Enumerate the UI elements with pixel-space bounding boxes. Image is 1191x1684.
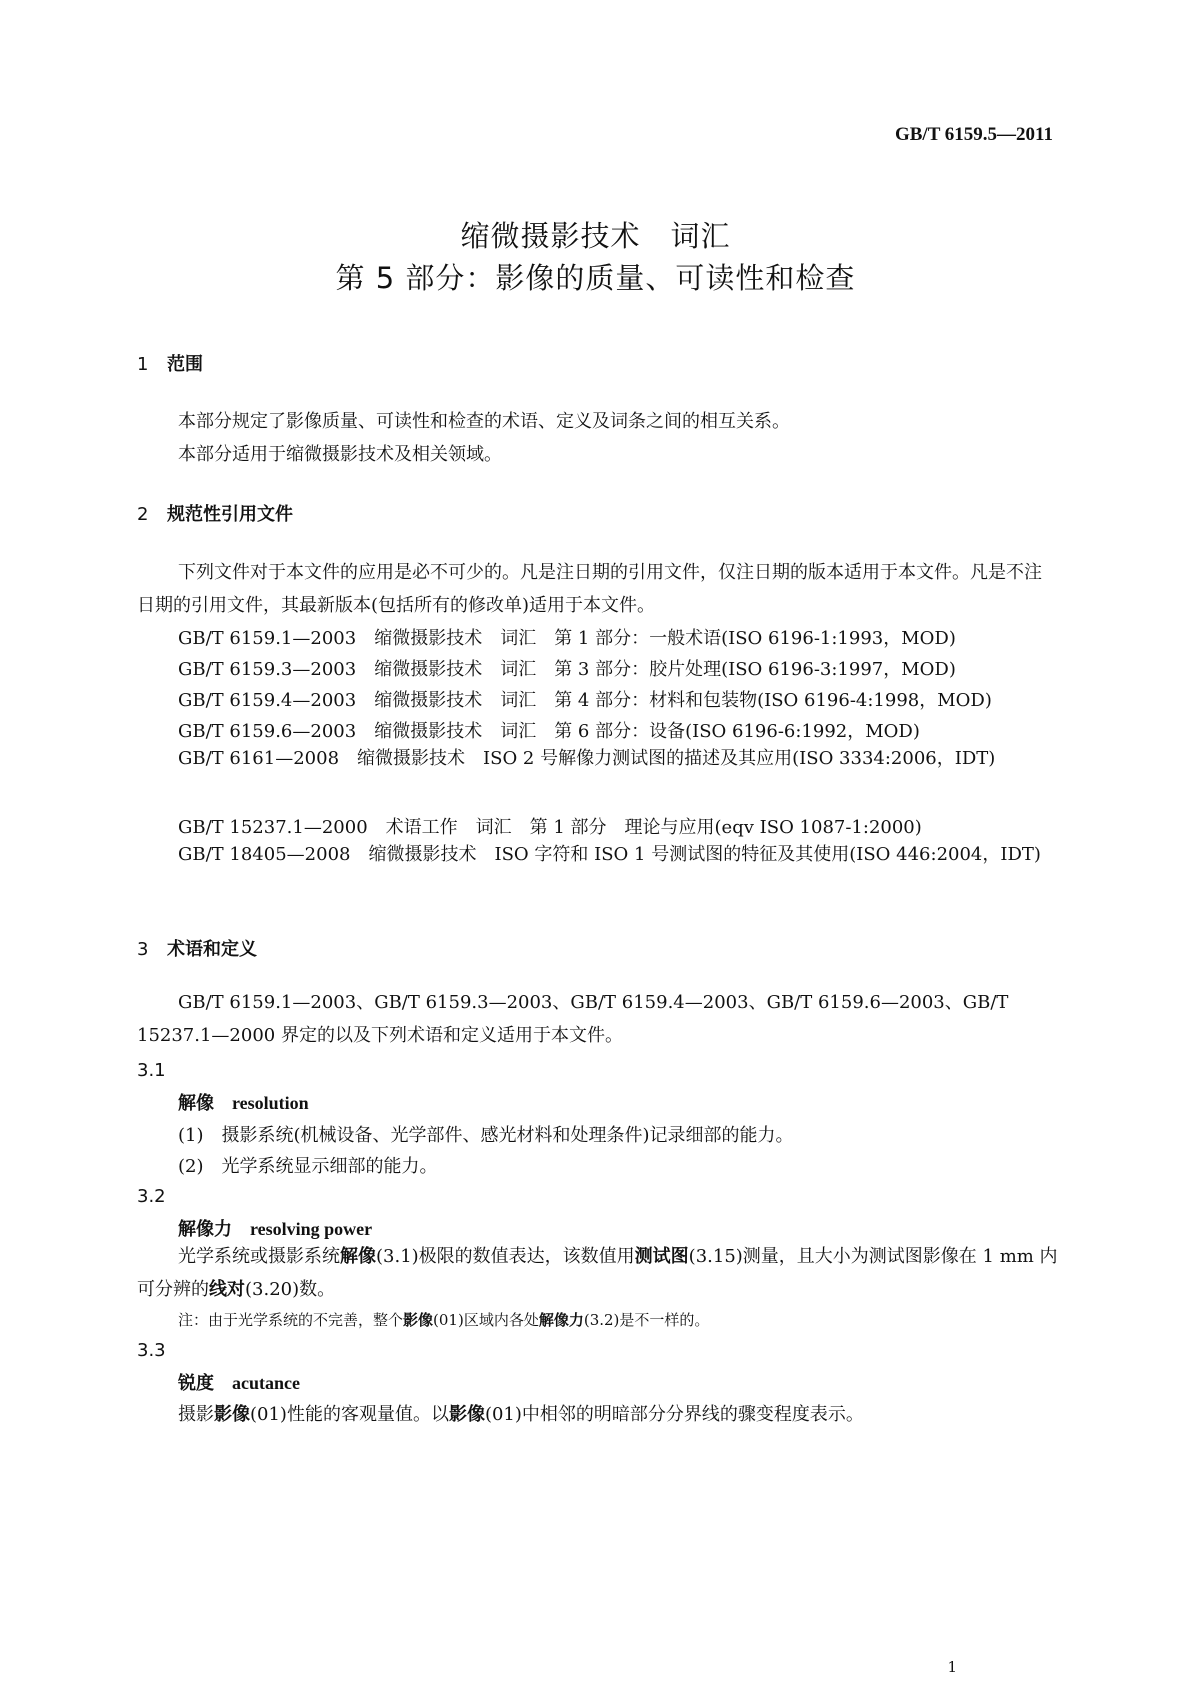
term-definition: [178, 1400, 864, 1426]
reference-item: GB/T 18405—2008 缩微摄影技术 ISO 字符和 ISO 1 号测试图的特征及其使用(ISO 446:2004，IDT): [178, 844, 1041, 865]
def-text: (3.15)测量，且大小为测试图影像在 1 mm 内可分辨的: [137, 1246, 1058, 1300]
def-text: 摄影: [178, 1404, 214, 1425]
note-term-ref: 影像: [403, 1311, 434, 1329]
term-heading: [178, 1369, 300, 1395]
term-number: 3.1: [137, 1060, 166, 1081]
reference-item: GB/T 6161—2008 缩微摄影技术 ISO 2 号解像力测试图的描述及其应用(ISO 3334:2006，IDT): [178, 748, 996, 769]
term-heading: [178, 1089, 309, 1115]
references-intro: 下列文件对于本文件的应用是必不可少的。凡是注日期的引用文件，仅注日期的版本适用于本文件。凡是不注日期的引用文件，其最新版本(包括所有的修改单)适用于本文件。: [137, 562, 1042, 616]
term-number: 3.3: [137, 1340, 166, 1361]
def-term-ref: 线对: [209, 1279, 245, 1300]
reference-item: GB/T 6159.4—2003 缩微摄影技术 词汇 第 4 部分：材料和包装物(ISO 6196-4:1998，MOD): [178, 690, 992, 711]
def-text: (3.1)极限的数值表达，该数值用: [376, 1246, 635, 1267]
def-text: 光学系统或摄影系统: [178, 1246, 340, 1267]
document-title-line2: 第 5 部分：影像的质量、可读性和检查: [335, 261, 856, 295]
reference-item: GB/T 6159.3—2003 缩微摄影技术 词汇 第 3 部分：胶片处理(ISO 6196-3:1997，MOD): [178, 659, 956, 680]
def-text: (3.20)数。: [245, 1279, 336, 1300]
term-en: resolution: [232, 1093, 309, 1113]
section-heading-references: [137, 500, 293, 526]
section-number: 1: [137, 354, 149, 375]
reference-item: GB/T 6159.1—2003 缩微摄影技术 词汇 第 1 部分：一般术语(ISO 6196-1:1993，MOD): [178, 628, 956, 649]
terms-intro: GB/T 6159.1—2003、GB/T 6159.3—2003、GB/T 6159.4—2003、GB/T 6159.6—2003、GB/T 15237.1—2000 界定的以及下列术语和定义适用于本文件。: [137, 992, 1009, 1046]
term-definition: (1) 摄影系统(机械设备、光学部件、感光材料和处理条件)记录细部的能力。: [178, 1125, 794, 1146]
note-text: (01)区域内各处: [433, 1311, 539, 1329]
term-en: resolving power: [250, 1219, 373, 1239]
scope-paragraph-2: 本部分适用于缩微摄影技术及相关领域。: [178, 444, 502, 465]
note-text: (3.2)是不一样的。: [583, 1311, 710, 1329]
term-note: [178, 1309, 709, 1330]
reference-item: GB/T 6159.6—2003 缩微摄影技术 词汇 第 6 部分：设备(ISO 6196-6:1992，MOD): [178, 721, 920, 742]
section-heading-terms: [137, 935, 257, 961]
term-zh: 解像: [178, 1093, 214, 1114]
term-heading: [178, 1215, 372, 1241]
standard-number: GB/T 6159.5—2011: [894, 124, 1053, 145]
def-term-ref: 解像: [340, 1246, 376, 1267]
section-title: 术语和定义: [167, 939, 257, 960]
term-zh: 锐度: [178, 1373, 214, 1394]
section-heading-scope: [137, 350, 203, 376]
section-number: 3: [137, 939, 149, 960]
section-title: 范围: [167, 354, 203, 375]
term-en: acutance: [232, 1373, 300, 1393]
def-term-ref: 影像: [214, 1404, 250, 1425]
def-text: (01)性能的客观量值。以: [250, 1404, 449, 1425]
page-number: 1: [947, 1658, 957, 1676]
document-title-line1: 缩微摄影技术 词汇: [460, 219, 731, 253]
def-term-ref: 测试图: [634, 1246, 689, 1267]
term-number: 3.2: [137, 1186, 166, 1207]
def-text: (01)中相邻的明暗部分分界线的骤变程度表示。: [484, 1404, 864, 1425]
section-title: 规范性引用文件: [167, 504, 293, 525]
def-term-ref: 影像: [448, 1404, 485, 1425]
term-definition: [137, 1240, 1059, 1306]
note-term-ref: 解像力: [538, 1311, 584, 1329]
section-number: 2: [137, 504, 149, 525]
term-zh: 解像力: [178, 1219, 232, 1240]
note-text: 注：由于光学系统的不完善，整个: [178, 1311, 404, 1329]
scope-paragraph-1: 本部分规定了影像质量、可读性和检查的术语、定义及词条之间的相互关系。: [178, 411, 790, 432]
reference-item: GB/T 15237.1—2000 术语工作 词汇 第 1 部分 理论与应用(eqv ISO 1087-1:2000): [178, 817, 922, 838]
term-definition: (2) 光学系统显示细部的能力。: [178, 1156, 438, 1177]
